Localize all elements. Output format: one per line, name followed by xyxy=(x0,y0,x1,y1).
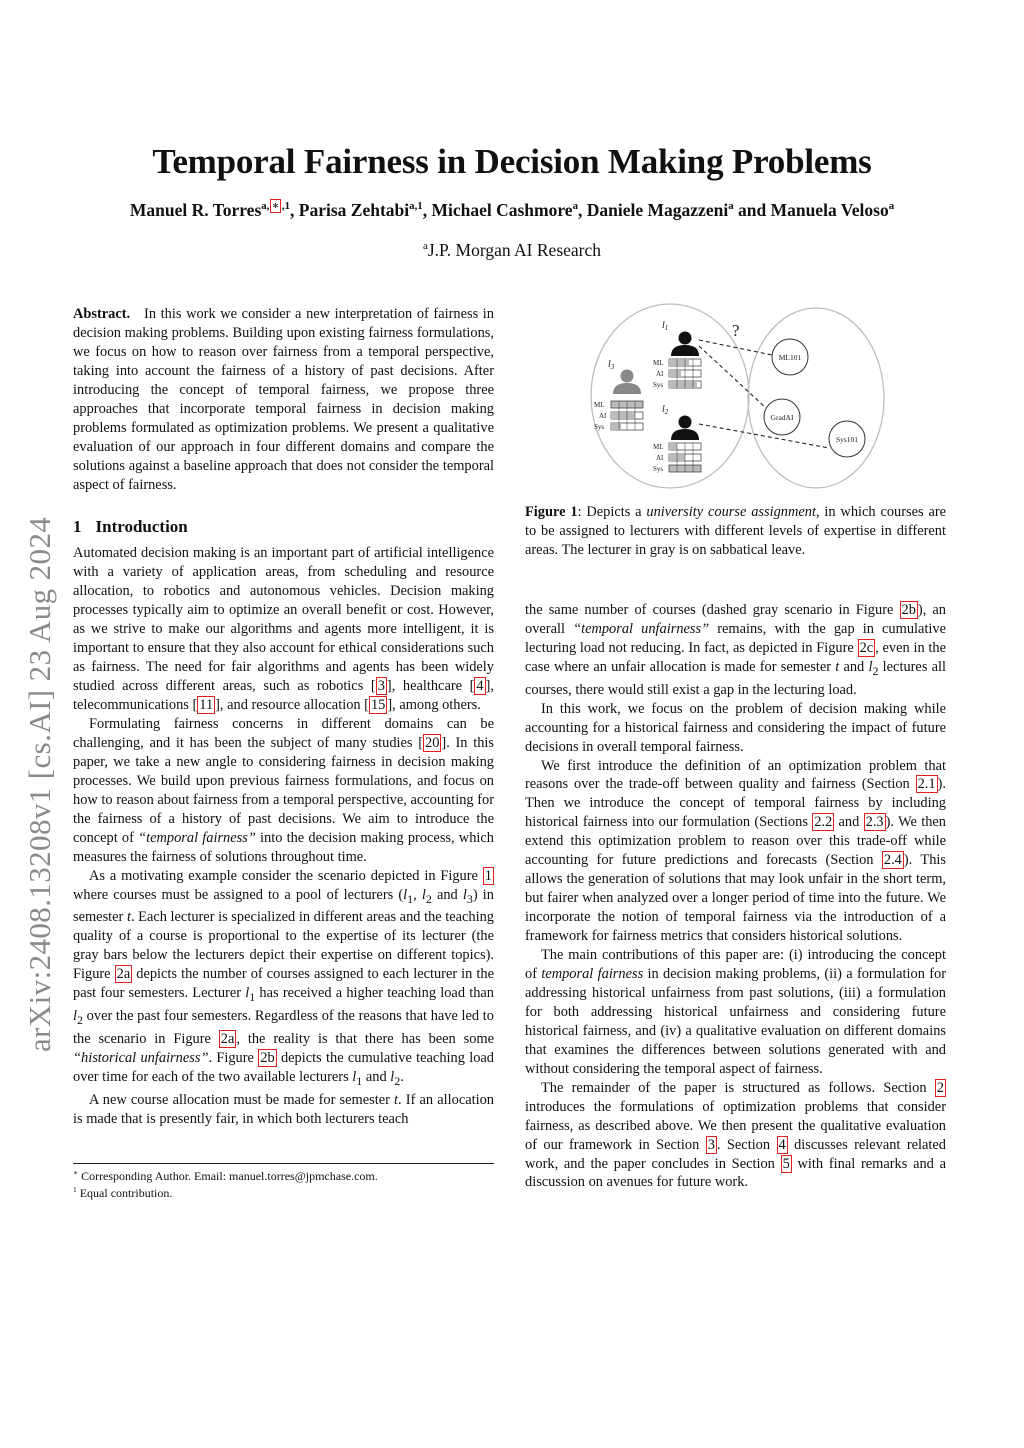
author-name: Daniele Magazzeni xyxy=(586,200,729,220)
section-heading: 1 Introduction xyxy=(73,516,188,536)
svg-text:Sys101: Sys101 xyxy=(835,435,859,444)
paragraph: The remainder of the paper is structured as follows. Section 2 introduces the formulations of optimization problems that consider fairness, as described above. We then present the qualitative evaluation of our framework in Section 3 . Section 4 discusses relevant related work, and the paper concludes in Section 5 with final remarks and a discussion on avenues for future work. xyxy=(525,1079,946,1191)
paragraph: We first introduce the definition of an optimization problem that reasons over the trade-off between quality and fairness (Section 2.1 ). Then we introduce the concept of temporal fairness by including historical fairness into our formulation (Sections 2.2 and 2.3 ). We then extend this optimization problem to reason over this trade-off while accounting for future predictions and forecasts (Section 2.4 ). This allows the generation of solutions that may look unfair in the short term, but fairer when analyzed over a longer period of time into the future. We incorporate the notion of temporal fairness via the introduction of a framework for fairness metrics that considers historical solutions. xyxy=(525,757,947,945)
lecturer-l1-icon xyxy=(671,332,699,357)
paper-title: Temporal Fairness in Decision Making Problems xyxy=(152,142,872,181)
topic-label: Sys xyxy=(594,423,605,431)
topic-label: Sys xyxy=(653,381,664,389)
lecturer-label-l1: $l_1$ xyxy=(662,320,669,332)
assignment-edges xyxy=(699,340,829,448)
figure-1-diagram xyxy=(580,300,890,500)
author-name: Michael Cashmore xyxy=(431,200,573,220)
question-mark: ? xyxy=(732,321,740,340)
left-column xyxy=(73,305,494,1129)
lecturer-l2-icon xyxy=(671,416,699,441)
topic-label: ML xyxy=(594,401,605,409)
paragraph: The main contributions of this paper are: (i) introducing the concept of temporal fairness in decision making problems, (ii) a formulation for addressing historical unfairness from past solutions, (iii) a formulation for both addressing historical unfairness and considering future historical fairness, and (iv) a qualitative evaluation on different domains that examines the differences between solutions generated with and without considering the temporal aspect of fairness. xyxy=(525,947,946,1077)
footnote: $^1$ Equal contribution. xyxy=(73,1185,173,1200)
expertise-bars-l2 xyxy=(653,443,701,473)
paragraph: Formulating fairness concerns in different domains can be challenging, and it has been the subject of many studies [ 20 ]. In this paper, we take a new angle to considering fairness in decision making processes. We build upon previous fairness formulations, and focus on how to reason about fairness from a temporal perspective, accounting for the fairness of a history of past decisions. We aim to introduce the concept of “temporal fairness” into the decision making process, which measures the fairness of solutions throughout time. xyxy=(73,716,494,865)
paragraph: the same number of courses (dashed gray scenario in Figure 2b ), an overall “temporal unfairness” remains, with the gap in cumulative lecturing load not reducing. In fact, as depicted in Figure 2c , even in the case where an unfair allocation is made for semester t and $l_2$ lectures all courses, there would still exist a gap in the lecturing load. xyxy=(525,602,947,698)
author-name: Parisa Zehtabi xyxy=(298,200,410,220)
paragraph: A new course allocation must be made for semester t. If an allocation is made that is presently fair, in which both lecturers teach xyxy=(73,1091,494,1127)
course-gradai xyxy=(764,399,800,435)
author-affiliation-mark: a,1 xyxy=(409,200,423,213)
topic-label: ML xyxy=(653,359,664,367)
footnote: ∗ Corresponding Author. Email: manuel.torres@jpmchase.com. xyxy=(73,1168,378,1183)
footnotes xyxy=(73,1163,494,1202)
topic-label: AI xyxy=(656,454,664,462)
course-ml101 xyxy=(772,339,808,375)
author-list: Manuel R. Torres$^{a, ∗ ,1}$, Parisa Zehtabi$^{a,1}$, Michael Cashmore$^a$, Daniele Magazzeni$^a$ and Manuela Veloso$^a$ xyxy=(129,200,895,220)
topic-label: Sys xyxy=(653,465,664,473)
lecturer-label-l2: $l_2$ xyxy=(662,404,669,416)
figure-1-caption: Figure 1: Depicts a university course assignment, in which courses are to be assigned to lecturers with different levels of expertise in different areas. The lecturer in gray is on sabbatical leave. xyxy=(525,504,947,558)
svg-text:GradAI: GradAI xyxy=(770,413,794,422)
author-affiliation-mark: a, ∗ ,1 xyxy=(261,200,291,213)
author-name: Manuel R. Torres xyxy=(129,200,262,220)
affiliation: $^a$J.P. Morgan AI Research xyxy=(422,240,602,260)
course-group-ellipse xyxy=(748,308,884,488)
paragraph: Automated decision making is an important part of artificial intelligence with a variety of application areas, from scheduling and resource allocation, to robotics and autonomous vehicles. Decision making processes typically aim to optimize an overall benefit or cost. However, as we strive to make our algorithms and agents more intelligent, it is important to ensure that they also account for ethical considerations such as fairness. The need for fair algorithms and agents has been widely studied across different areas, such as robotics [ 3 ], healthcare [ 4 ], telecommunications [ 11 ], and resource allocation [ 15 ], among others. xyxy=(73,545,494,714)
topic-label: ML xyxy=(653,443,664,451)
lecturer-l3-icon xyxy=(613,370,641,395)
topic-label: AI xyxy=(599,412,607,420)
author-affiliation-mark: a xyxy=(728,200,734,213)
arxiv-identifier: arXiv:2408.13208v1 [cs.AI] 23 Aug 2024 xyxy=(22,516,57,1052)
paragraph: In this work, we focus on the problem of decision making while accounting for a historical fairness and considering the impact of future decisions in overall temporal fairness. xyxy=(525,700,946,755)
right-column xyxy=(525,601,946,1192)
abstract: Abstract. In this work we consider a new interpretation of fairness in decision making problems. Building upon existing fairness formulations, we focus on how to reason over fairness from a temporal perspective, taking into account the fairness of a history of past decisions. After introducing the concept of temporal fairness, we propose three approaches that incorporate temporal fairness in decision making problems formulated as optimization problems. We present a qualitative evaluation of our approach in four different domains and compare the solutions against a baseline approach that does not consider the temporal aspect of fairness. xyxy=(73,306,494,493)
paragraph: As a motivating example consider the scenario depicted in Figure 1 where courses must be assigned to a pool of lecturers ($l_1$, $l_2$ and $l_3$) in semester t. Each lecturer is specialized in different areas and the teaching quality of a course is proportional to the expertise of its lecturer (the gray bars below the lecturers depict their expertise on different topics). Figure 2a depicts the number of courses assigned to each lecturer in the past four semesters. Lecturer $l_1$ has received a higher teaching load than $l_2$ over the past four semesters. Regardless of the reasons that have led to the scenario in Figure 2a , the reality is that there has been some “historical unfairness”. Figure 2b depicts the cumulative teaching load over time for each of the two available lecturers $l_1$ and $l_2$. xyxy=(73,867,495,1088)
author-affiliation-mark: a xyxy=(572,200,579,213)
svg-text:ML101: ML101 xyxy=(778,353,802,362)
author-name: Manuela Veloso xyxy=(770,200,889,220)
course-sys101 xyxy=(829,421,865,457)
expertise-bars-l3 xyxy=(594,401,643,431)
expertise-bars-l1 xyxy=(653,359,701,389)
lecturer-label-l3: $l_3$ xyxy=(608,359,615,371)
author-affiliation-mark: a xyxy=(888,200,895,213)
topic-label: AI xyxy=(656,370,664,378)
